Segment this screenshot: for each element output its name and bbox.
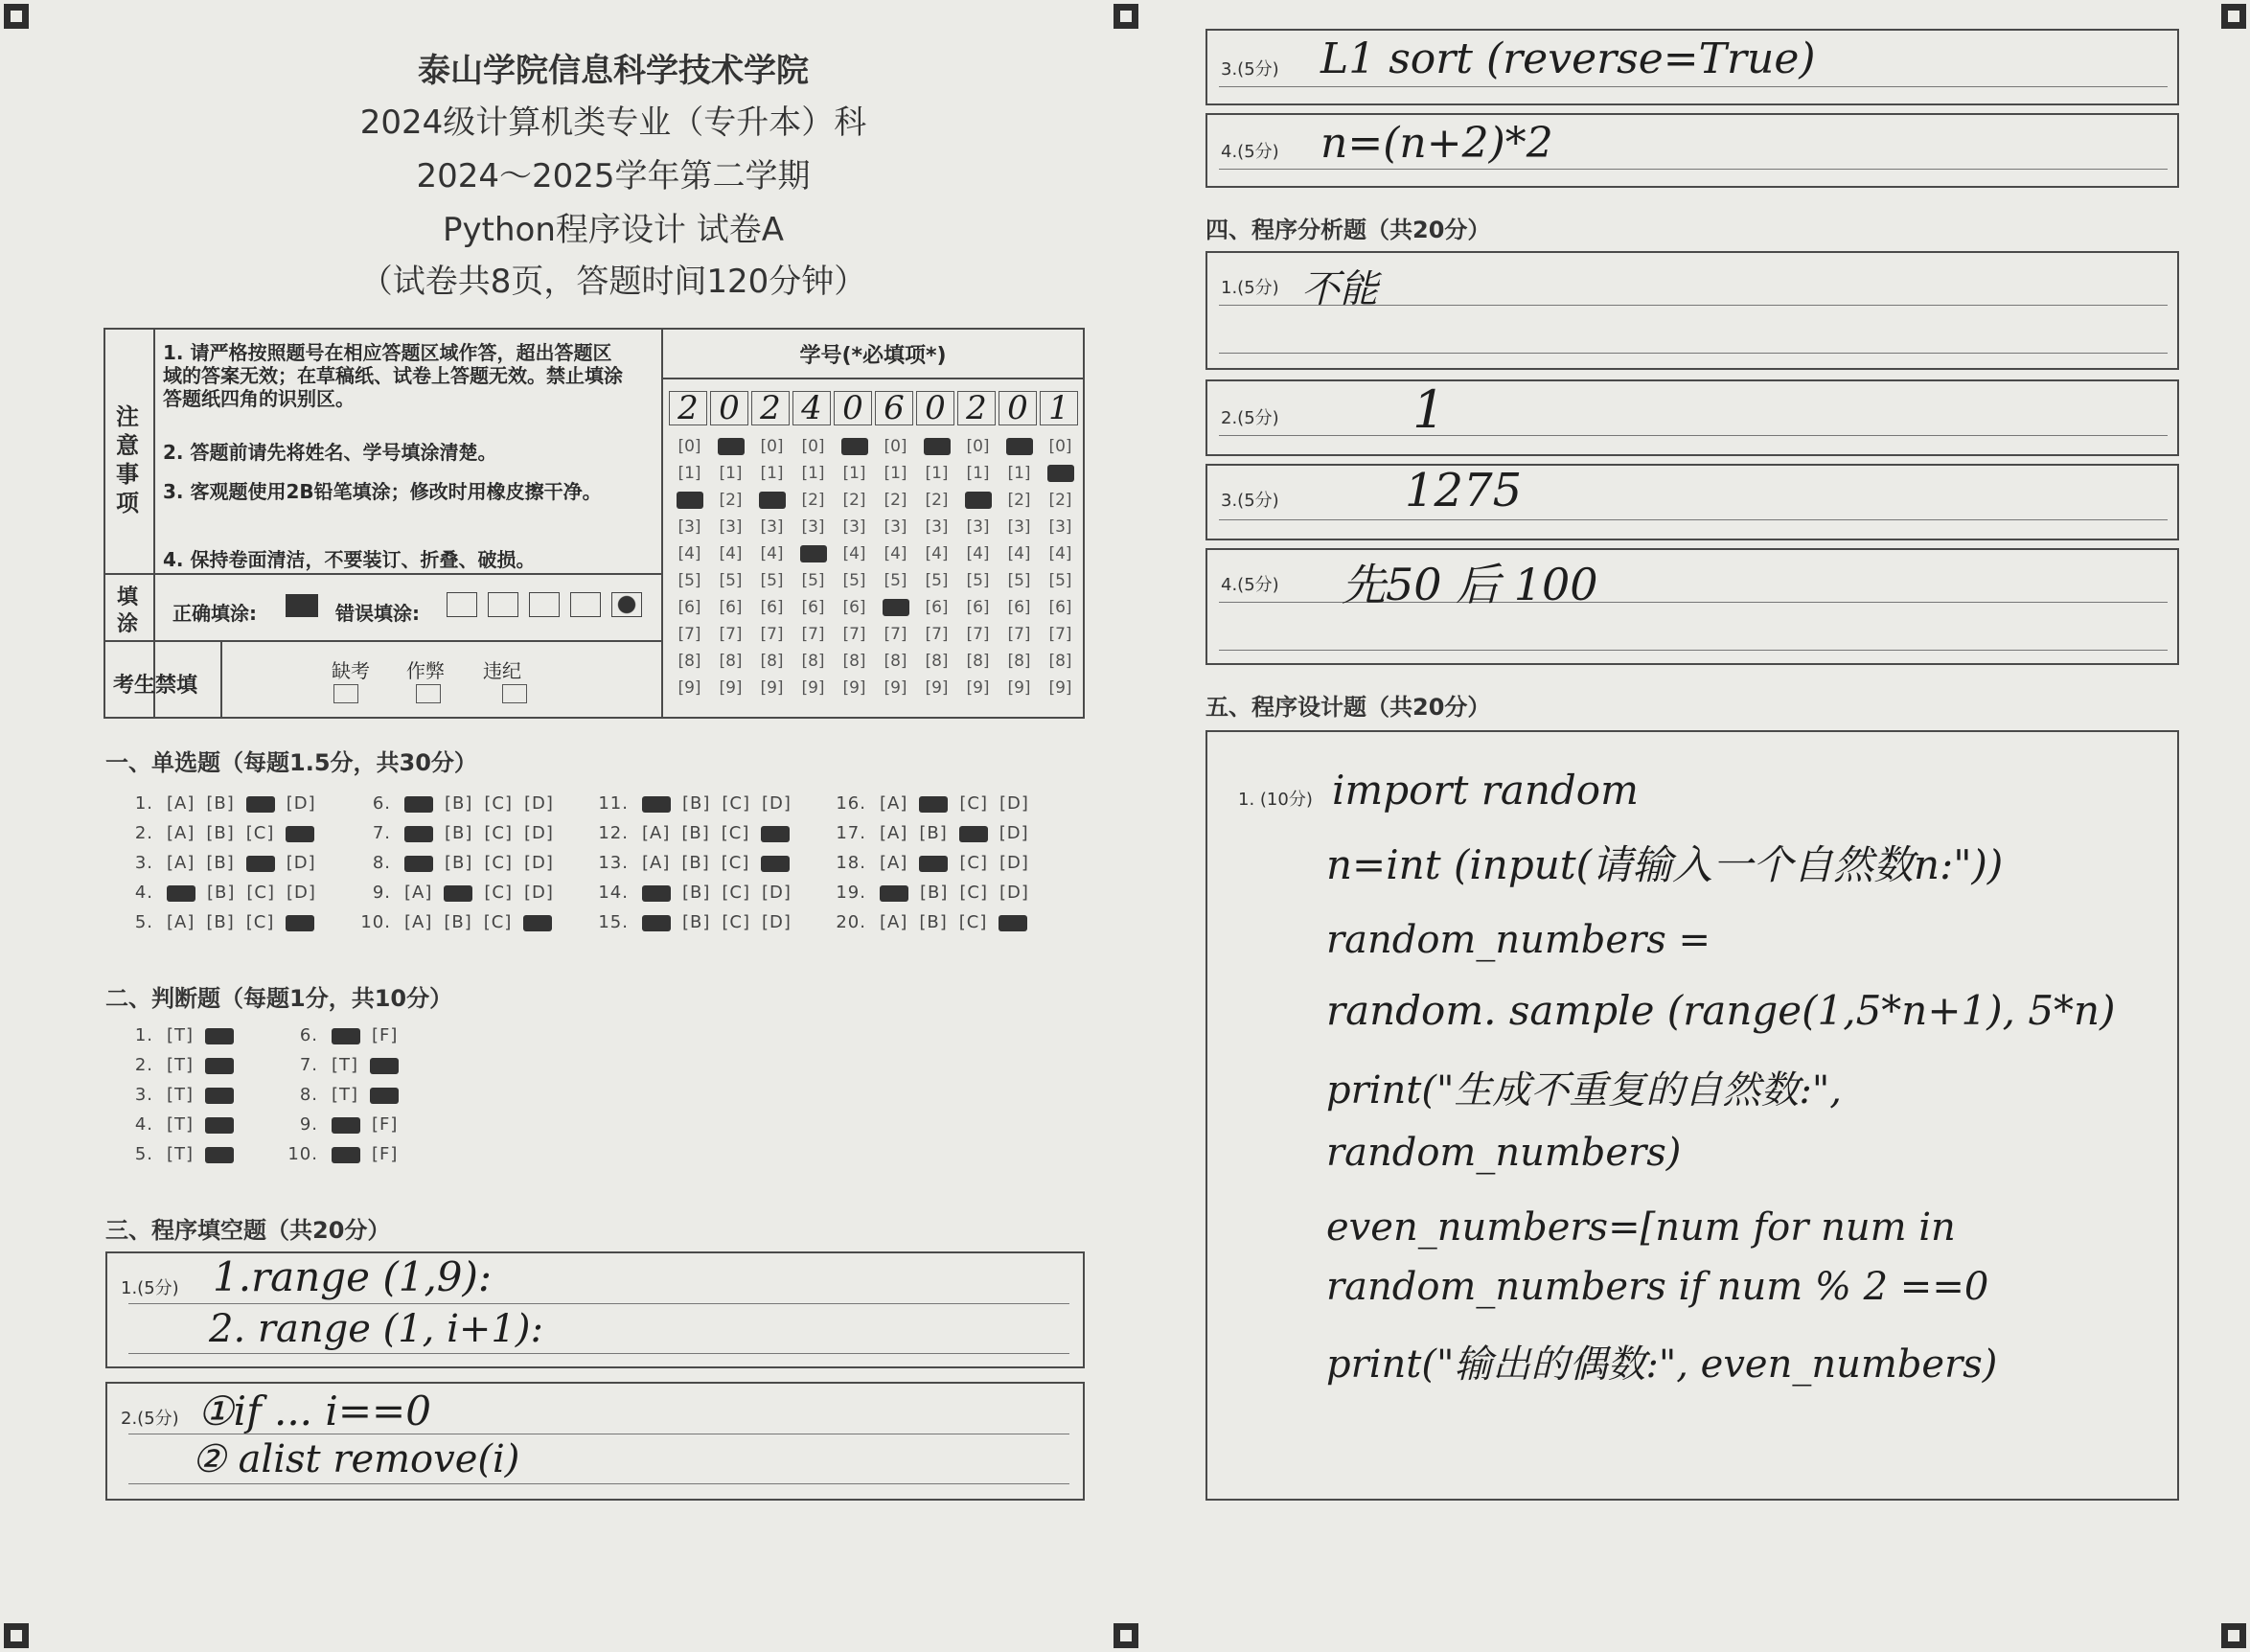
student-id-bubble[interactable]: [1] [760, 464, 784, 483]
notice-item-1: 1. 请严格按照题号在相应答题区域作答，超出答题区域的答案无效；在草稿纸、试卷上答题无效。禁止填涂答题纸四角的识别区。 [163, 341, 623, 410]
ban-absent-checkbox[interactable] [333, 684, 358, 707]
student-id-bubble[interactable]: [6] [677, 598, 701, 617]
student-id-bubble[interactable]: [3] [884, 517, 907, 537]
ban-cheat: 作弊 [406, 659, 445, 682]
student-id-bubble[interactable]: [6] [760, 598, 784, 617]
student-id-bubble[interactable]: [3] [925, 517, 949, 537]
student-id-bubble[interactable]: [8] [842, 652, 866, 671]
student-id-bubble[interactable]: [5] [677, 571, 701, 590]
student-id-bubble[interactable]: [2] [842, 491, 866, 510]
student-id-bubble[interactable]: [9] [884, 678, 907, 698]
design-code-line: even_numbers=[num for num in [1326, 1205, 1956, 1250]
wrong-fill-samples [447, 592, 642, 623]
student-id-bubble[interactable]: [1] [884, 464, 907, 483]
student-id-bubble[interactable]: [7] [719, 625, 743, 644]
student-id-bubble[interactable]: [7] [966, 625, 990, 644]
design-section-title: 五、程序设计题（共20分） [1205, 694, 1491, 721]
mc-question-row[interactable]: 14. [B] [C] [D] [598, 883, 792, 903]
student-id-digit-cell: 6 [875, 391, 913, 425]
corner-marker [4, 4, 29, 29]
notice-item-4: 4. 保持卷面清洁，不要装订、折叠、破损。 [163, 548, 536, 571]
student-id-bubble[interactable] [957, 487, 999, 514]
student-id-bubble[interactable]: [8] [1007, 652, 1031, 671]
student-id-bubble[interactable]: [4] [842, 544, 866, 563]
mc-question-row[interactable]: 6. [B] [C] [D] [372, 793, 554, 814]
fill-q3-answer: L1 sort (reverse=True) [1320, 34, 1816, 83]
student-id-title: 学号(*必填项*) [799, 344, 947, 368]
design-code-line: print("输出的偶数:", even_numbers) [1326, 1342, 1998, 1387]
design-q1-label: 1. (10分) [1238, 790, 1313, 810]
mc-question-row[interactable]: 10. [A] [B] [C] [355, 912, 558, 932]
student-id-bubble[interactable]: [8] [760, 652, 784, 671]
mc-question-row[interactable]: 11. [B] [C] [D] [598, 793, 792, 814]
student-id-bubble[interactable]: [2] [925, 491, 949, 510]
tf-question-row[interactable]: 6. [F] [299, 1025, 399, 1045]
fill-q1-label: 1.(5分) [121, 1278, 179, 1298]
tf-question-row[interactable]: 9. [F] [299, 1114, 399, 1135]
student-id-bubble[interactable]: [9] [1007, 678, 1031, 698]
student-id-digit-cell: 2 [669, 391, 707, 425]
student-id-bubble[interactable]: [9] [677, 678, 701, 698]
student-id-bubble[interactable] [792, 540, 834, 567]
corner-marker [2221, 1623, 2246, 1648]
mc-question-row[interactable]: 7. [B] [C] [D] [372, 823, 554, 843]
ban-violation: 违纪 [483, 659, 521, 682]
tf-question-row[interactable]: 7. [T] [282, 1055, 404, 1075]
mc-question-row[interactable]: 8. [B] [C] [D] [372, 853, 554, 873]
student-id-bubble[interactable]: [0] [966, 437, 990, 456]
design-code-line: print("生成不重复的自然数:", [1326, 1068, 1842, 1113]
student-id-bubble[interactable]: [9] [966, 678, 990, 698]
student-id-bubble[interactable]: [6] [719, 598, 743, 617]
fill-q4-answer: n=(n+2)*2 [1320, 119, 1553, 168]
student-id-bubble[interactable] [710, 433, 751, 460]
student-id-bubble[interactable]: [5] [760, 571, 784, 590]
student-id-bubble[interactable]: [2] [1007, 491, 1031, 510]
student-id-bubble[interactable]: [2] [719, 491, 743, 510]
exam-note: （试卷共8页，答题时间120分钟） [359, 263, 867, 301]
mc-question-row[interactable]: 13. [A] [B] [C] [592, 853, 795, 873]
mc-question-row[interactable]: 18. [A] [C] [D] [836, 853, 1029, 873]
student-id-bubble[interactable]: [1] [925, 464, 949, 483]
student-id-bubble[interactable]: [7] [884, 625, 907, 644]
student-id-bubble[interactable]: [9] [719, 678, 743, 698]
student-id-bubble[interactable]: [5] [842, 571, 866, 590]
design-code-line: n=int (input(请输入一个自然数n:")) [1326, 841, 2004, 888]
analysis-q1-label: 1.(5分) [1221, 278, 1279, 298]
student-id-bubble[interactable]: [8] [925, 652, 949, 671]
analysis-q1-answer: 不能 [1301, 267, 1378, 311]
analysis-q2-label: 2.(5分) [1221, 408, 1279, 428]
ban-cheat-checkbox[interactable] [416, 684, 441, 707]
student-id-digit-cell: 2 [751, 391, 790, 425]
student-id-bubble[interactable]: [4] [677, 544, 701, 563]
tf-question-row[interactable]: 1. [T] [117, 1025, 240, 1045]
analysis-q2-box[interactable] [1205, 379, 2179, 456]
fill-section-title: 三、程序填空题（共20分） [105, 1217, 391, 1244]
wrong-fill-label: 错误填涂: [335, 602, 420, 625]
student-id-bubble[interactable]: [8] [966, 652, 990, 671]
student-id-bubble[interactable]: [0] [760, 437, 784, 456]
student-id-bubble[interactable] [669, 487, 710, 514]
school-title: 泰山学院信息科学技术学院 [418, 52, 809, 90]
notice-item-3: 3. 客观题使用2B铅笔填涂；修改时用橡皮擦干净。 [163, 480, 602, 503]
mc-question-row[interactable]: 4. [B] [C] [D] [134, 883, 316, 903]
fill-q1-answer-2: 2. range (1, i+1): [209, 1307, 543, 1351]
corner-marker [1114, 1623, 1138, 1648]
term-title: 2024～2025学年第二学期 [416, 157, 811, 195]
student-id-bubble[interactable]: [6] [1048, 598, 1072, 617]
mc-section-title: 一、单选题（每题1.5分，共30分） [105, 749, 477, 776]
student-id-bubble[interactable]: [5] [1048, 571, 1072, 590]
student-id-bubble[interactable]: [3] [719, 517, 743, 537]
student-id-bubble[interactable]: [4] [925, 544, 949, 563]
student-id-bubble[interactable]: [5] [966, 571, 990, 590]
student-id-bubble[interactable]: [0] [801, 437, 825, 456]
student-id-bubble[interactable]: [8] [884, 652, 907, 671]
mc-question-row[interactable]: 19. [B] [C] [D] [836, 883, 1029, 903]
student-id-bubble[interactable]: [7] [801, 625, 825, 644]
design-code-line: random_numbers if num % 2 ==0 [1326, 1265, 1989, 1309]
fill-q2-answer-2: ② alist remove(i) [192, 1437, 520, 1481]
student-id-bubble[interactable]: [7] [1007, 625, 1031, 644]
student-id-bubble[interactable]: [7] [842, 625, 866, 644]
student-id-bubble[interactable]: [0] [884, 437, 907, 456]
student-id-bubble[interactable]: [1] [719, 464, 743, 483]
student-id-bubble[interactable]: [3] [966, 517, 990, 537]
student-id-bubble[interactable]: [5] [925, 571, 949, 590]
design-code-line: random_numbers = [1326, 918, 1710, 962]
student-id-bubble[interactable]: [0] [677, 437, 701, 456]
student-id-bubble[interactable]: [7] [1048, 625, 1072, 644]
student-id-bubble[interactable]: [5] [884, 571, 907, 590]
tf-section-title: 二、判断题（每题1分，共10分） [105, 985, 453, 1012]
student-id-bubble[interactable] [834, 433, 875, 460]
mc-question-row[interactable]: 9. [A] [C] [D] [372, 883, 554, 903]
student-id-digit-cell: 0 [916, 391, 954, 425]
student-id-bubble[interactable] [751, 487, 792, 514]
student-id-bubble[interactable]: [7] [925, 625, 949, 644]
student-id-bubble[interactable]: [8] [719, 652, 743, 671]
student-id-digit-cell: 2 [957, 391, 996, 425]
student-id-bubble[interactable]: [4] [1048, 544, 1072, 563]
student-id-bubble[interactable]: [2] [884, 491, 907, 510]
student-id-bubble[interactable]: [4] [1007, 544, 1031, 563]
student-id-digit-cell: 4 [792, 391, 831, 425]
student-id-bubble[interactable]: [3] [801, 517, 825, 537]
student-id-bubble[interactable]: [5] [719, 571, 743, 590]
student-id-bubble[interactable]: [1] [966, 464, 990, 483]
analysis-q4-answer: 先50 后 100 [1342, 559, 1598, 610]
mc-question-row[interactable]: 1. [A] [B] [D] [134, 793, 316, 814]
student-id-bubble[interactable]: [4] [760, 544, 784, 563]
student-id-digit-cell: 0 [999, 391, 1037, 425]
ban-violation-checkbox[interactable] [502, 684, 527, 707]
student-id-bubble[interactable]: [7] [760, 625, 784, 644]
grade-title: 2024级计算机类专业（专升本）科 [359, 103, 867, 142]
analysis-q3-box[interactable] [1205, 464, 2179, 540]
student-id-bubble[interactable]: [1] [677, 464, 701, 483]
mc-question-row[interactable]: 2. [A] [B] [C] [117, 823, 320, 843]
student-id-bubble[interactable]: [1] [842, 464, 866, 483]
analysis-q3-answer: 1275 [1405, 464, 1523, 517]
student-id-bubble[interactable]: [6] [966, 598, 990, 617]
fill-q2-label: 2.(5分) [121, 1409, 179, 1429]
tf-question-row[interactable]: 8. [T] [282, 1085, 404, 1105]
mc-question-row[interactable]: 15. [B] [C] [D] [598, 912, 792, 932]
ban-label: 考生禁填 [113, 674, 198, 698]
design-code-line: import random [1332, 767, 1639, 814]
student-id-bubble[interactable]: [4] [719, 544, 743, 563]
corner-marker [1114, 4, 1138, 29]
student-id-bubble[interactable]: [6] [801, 598, 825, 617]
student-id-bubble[interactable]: [3] [677, 517, 701, 537]
fill-q2-answer-1: ①if ... i==0 [197, 1388, 431, 1434]
student-id-bubble[interactable]: [3] [1048, 517, 1072, 537]
student-id-bubble[interactable]: [9] [842, 678, 866, 698]
student-id-bubble[interactable]: [1] [1007, 464, 1031, 483]
fill-q1-answer-1: 1.range (1,9): [213, 1253, 493, 1300]
fill-q4-label: 4.(5分) [1221, 142, 1279, 162]
student-id-digit-cell: 0 [710, 391, 748, 425]
student-id-bubble[interactable] [999, 433, 1040, 460]
notice-label: 注意事项 [116, 403, 139, 516]
student-id-digit-cell: 1 [1040, 391, 1078, 425]
student-id-bubble[interactable]: [4] [966, 544, 990, 563]
tf-question-row[interactable]: 10. [F] [287, 1144, 399, 1164]
mc-question-row[interactable]: 12. [A] [B] [C] [592, 823, 795, 843]
student-id-bubble[interactable] [1040, 460, 1081, 487]
mc-question-row[interactable]: 17. [A] [B] [D] [836, 823, 1029, 843]
student-id-bubble[interactable]: [3] [842, 517, 866, 537]
course-title: Python程序设计 试卷A [443, 211, 784, 249]
design-code-line: random. sample (range(1,5*n+1), 5*n) [1326, 987, 2116, 1034]
mc-question-row[interactable]: 5. [A] [B] [C] [117, 912, 320, 932]
student-id-bubble-grid[interactable] [669, 433, 1081, 701]
student-id-bubble[interactable]: [4] [884, 544, 907, 563]
analysis-q2-answer: 1 [1412, 379, 1446, 440]
student-id-bubble[interactable]: [9] [925, 678, 949, 698]
fill-label: 填涂 [116, 585, 138, 636]
mc-question-row[interactable]: 20. [A] [B] [C] [830, 912, 1033, 932]
analysis-section-title: 四、程序分析题（共20分） [1205, 217, 1491, 243]
analysis-q3-label: 3.(5分) [1221, 491, 1279, 511]
mc-question-row[interactable]: 3. [A] [B] [D] [134, 853, 316, 873]
design-code-line: random_numbers) [1326, 1131, 1682, 1175]
correct-fill-label: 正确填涂: [172, 602, 257, 625]
student-id-bubble[interactable]: [0] [1048, 437, 1072, 456]
student-id-bubble[interactable]: [6] [842, 598, 866, 617]
fill-q3-label: 3.(5分) [1221, 59, 1279, 80]
student-id-bubble[interactable] [916, 433, 957, 460]
student-id-bubble[interactable]: [3] [760, 517, 784, 537]
corner-marker [2221, 4, 2246, 29]
student-id-bubble[interactable]: [2] [1048, 491, 1072, 510]
student-id-bubble[interactable]: [8] [1048, 652, 1072, 671]
student-id-bubble[interactable]: [9] [1048, 678, 1072, 698]
student-id-bubble[interactable]: [5] [801, 571, 825, 590]
student-id-bubble[interactable]: [8] [801, 652, 825, 671]
student-id-bubble[interactable]: [5] [1007, 571, 1031, 590]
analysis-q4-label: 4.(5分) [1221, 575, 1279, 595]
corner-marker [4, 1623, 29, 1648]
student-id-bubble[interactable]: [9] [801, 678, 825, 698]
ban-absent: 缺考 [332, 659, 370, 682]
student-id-bubble[interactable]: [1] [801, 464, 825, 483]
student-id-digit-cell: 0 [834, 391, 872, 425]
student-id-bubble[interactable]: [9] [760, 678, 784, 698]
student-id-bubble[interactable]: [7] [677, 625, 701, 644]
mc-question-row[interactable]: 16. [A] [C] [D] [836, 793, 1029, 814]
student-id-bubble[interactable] [875, 594, 916, 621]
tf-question-row[interactable]: 3. [T] [117, 1085, 240, 1105]
student-id-bubble[interactable]: [6] [925, 598, 949, 617]
student-id-bubble[interactable]: [8] [677, 652, 701, 671]
tf-question-row[interactable]: 2. [T] [117, 1055, 240, 1075]
notice-item-2: 2. 答题前请先将姓名、学号填涂清楚。 [163, 441, 497, 464]
student-id-bubble[interactable]: [3] [1007, 517, 1031, 537]
tf-question-row[interactable]: 4. [T] [117, 1114, 240, 1135]
student-id-bubble[interactable]: [6] [1007, 598, 1031, 617]
tf-question-row[interactable]: 5. [T] [117, 1144, 240, 1164]
correct-fill-sample [286, 594, 318, 617]
student-id-bubble[interactable]: [2] [801, 491, 825, 510]
